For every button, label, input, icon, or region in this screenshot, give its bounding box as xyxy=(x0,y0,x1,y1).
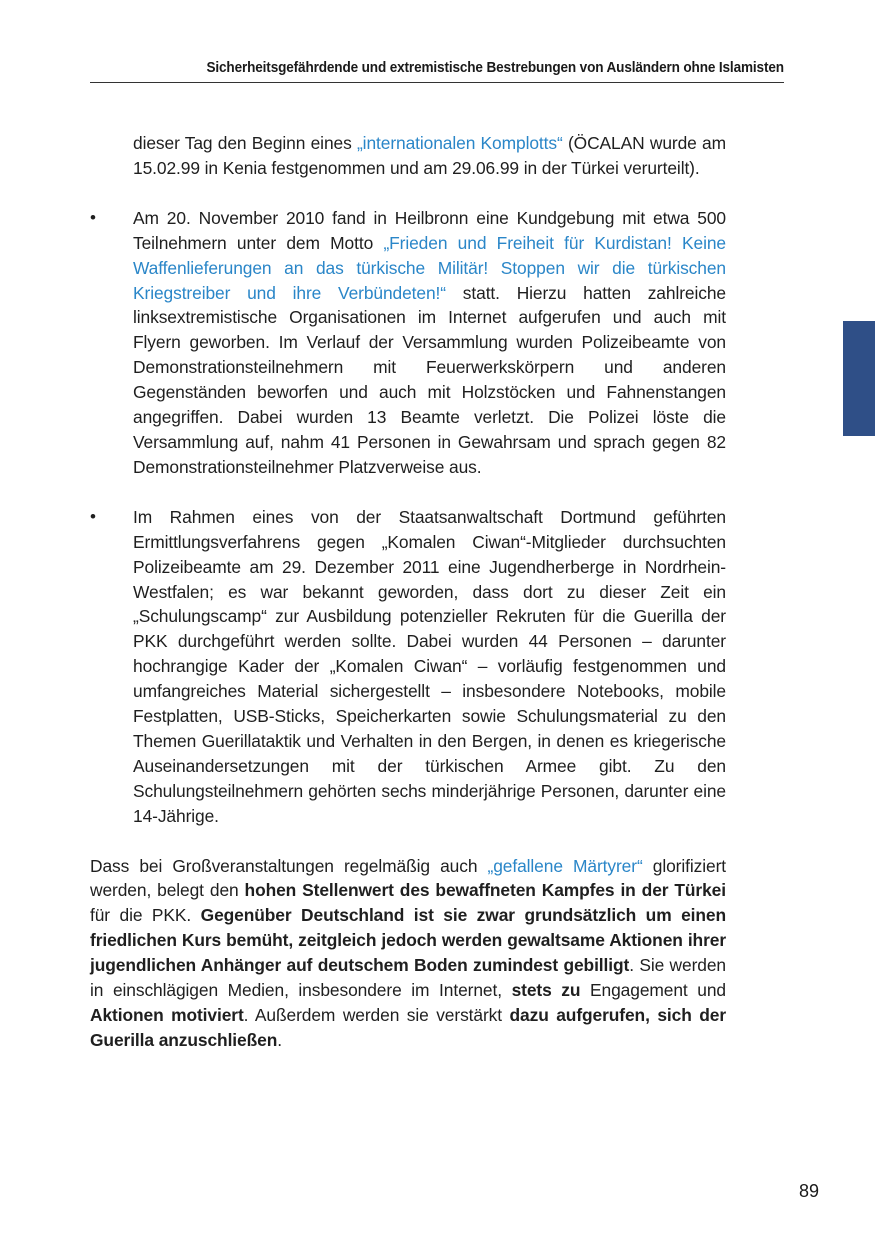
chapter-side-tab xyxy=(843,321,875,436)
header-title: Sicherheitsgefährdende und extremistische Bestrebungen von Ausländern ohne Islamisten xyxy=(206,60,784,76)
concluding-paragraph: Dass bei Großveranstaltungen regelmäßig auch „gefallene Märtyrer“ glorifiziert werden, belegt den hohen Stellenwert des bewaffneten Kampfes in der Türkei für die PKK. Gegenüber Deutschland ist sie zwar grundsätzlich um einen friedlichen Kurs bemüht, zeitgleich jedoch werden gewaltsame Aktionen ihrer jugendlichen Anhänger auf deutschem Boden zumindest gebilligt. Sie werden in einschlägigen Medien, insbesondere im Internet, stets zu Engagement und Aktionen motiviert. Außerdem werden sie verstärkt dazu aufgerufen, sich der Guerilla anzuschließen. xyxy=(90,855,726,1050)
running-header xyxy=(90,58,784,83)
bullet-paragraph: Am 20. November 2010 fand in Heilbronn eine Kundgebung mit etwa 500 Teilnehmern unter dem Motto „Frieden und Freiheit für Kurdistan! Keine Waffenlieferungen an das türkische Militär! Stoppen wir die türkischen Kriegstreiber und ihre Verbündeten!“ statt. Hierzu hatten zahlreiche linksextremistische Organisationen im Internet aufgerufen und auch mit Flyern geworben. Im Verlauf der Versammlung wurden Polizeibeamte von Demonstrationsteilnehmern mit Feuerwerkskörpern und anderen Gegenständen beworfen und auch mit Holzstöcken und Fahnenstangen angegriffen. Dabei wurden 13 Beamte verletzt. Die Polizei löste die Versammlung auf, nahm 41 Personen in Gewahrsam und sprach gegen 82 Demonstrationsteilnehmer Platzverweise aus. xyxy=(133,207,726,477)
bold-phrase: hohen Stellenwert des bewaffneten Kampfes in der Türkei xyxy=(244,880,726,901)
bullet-icon: • xyxy=(90,207,96,227)
bold-phrase: Gegenüber Deutschland ist sie zwar grundsätzlich um einen friedlichen Kurs bemüht, zeitgleich jedoch werden gewaltsame Aktionen ihrer jugendlichen Anhänger auf deutschem Boden zumindest gebilligt xyxy=(90,905,726,976)
quoted-phrase: „gefallene Märtyrer“ xyxy=(487,855,643,876)
bold-phrase: stets zu xyxy=(511,980,581,1001)
list-item xyxy=(90,505,726,829)
page-number: 89 xyxy=(798,1181,819,1201)
body-text xyxy=(90,131,726,1053)
list-item xyxy=(90,206,726,480)
bold-phrase: Aktionen motiviert xyxy=(90,1005,244,1025)
bold-phrase: dazu aufgerufen, sich der Guerilla anzuschließen xyxy=(90,1005,726,1050)
bullet-paragraph: Im Rahmen eines von der Staatsanwaltschaft Dortmund geführten Ermittlungsverfahrens gegen „Komalen Ciwan“-Mitglieder durchsuchten Polizeibeamte am 29. Dezember 2011 eine Jugendherberge in Nordrhein-Westfalen; es war bekannt geworden, dass dort zu dieser Zeit ein „Schulungscamp“ zur Ausbildung potenzieller Rekruten für die Guerilla der PKK durchgeführt werden sollte. Dabei wurden 44 Personen – darunter hochrangige Kader der „Komalen Ciwan“ – vorläufig festgenommen und umfangreiches Material sichergestellt – insbesondere Notebooks, mobile Festplatten, USB-Sticks, Speicherkarten sowie Schulungsmaterial zu den Themen Guerillataktik und Verhalten in den Bergen, in denen es kriegerische Auseinandersetzungen mit der türkischen Armee gibt. Zu den Schulungsteilnehmern gehörten sechs minderjährige Personen, darunter eine 14-Jährige. xyxy=(133,506,726,826)
quoted-motto: „Frieden und Freiheit für Kurdistan! Keine Waffenlieferungen an das türkische Militär! Stoppen wir die türkischen Kriegstreiber und ihre Verbündeten!“ xyxy=(133,232,726,303)
quoted-phrase: „internationalen Komplotts“ xyxy=(356,133,563,153)
bullet-icon: • xyxy=(90,506,96,526)
continuation-paragraph: dieser Tag den Beginn eines „internationalen Komplotts“ (ÖCALAN wurde am 15.02.99 in Kenia festgenommen und am 29.06.99 in der Türkei verurteilt). xyxy=(133,133,726,178)
